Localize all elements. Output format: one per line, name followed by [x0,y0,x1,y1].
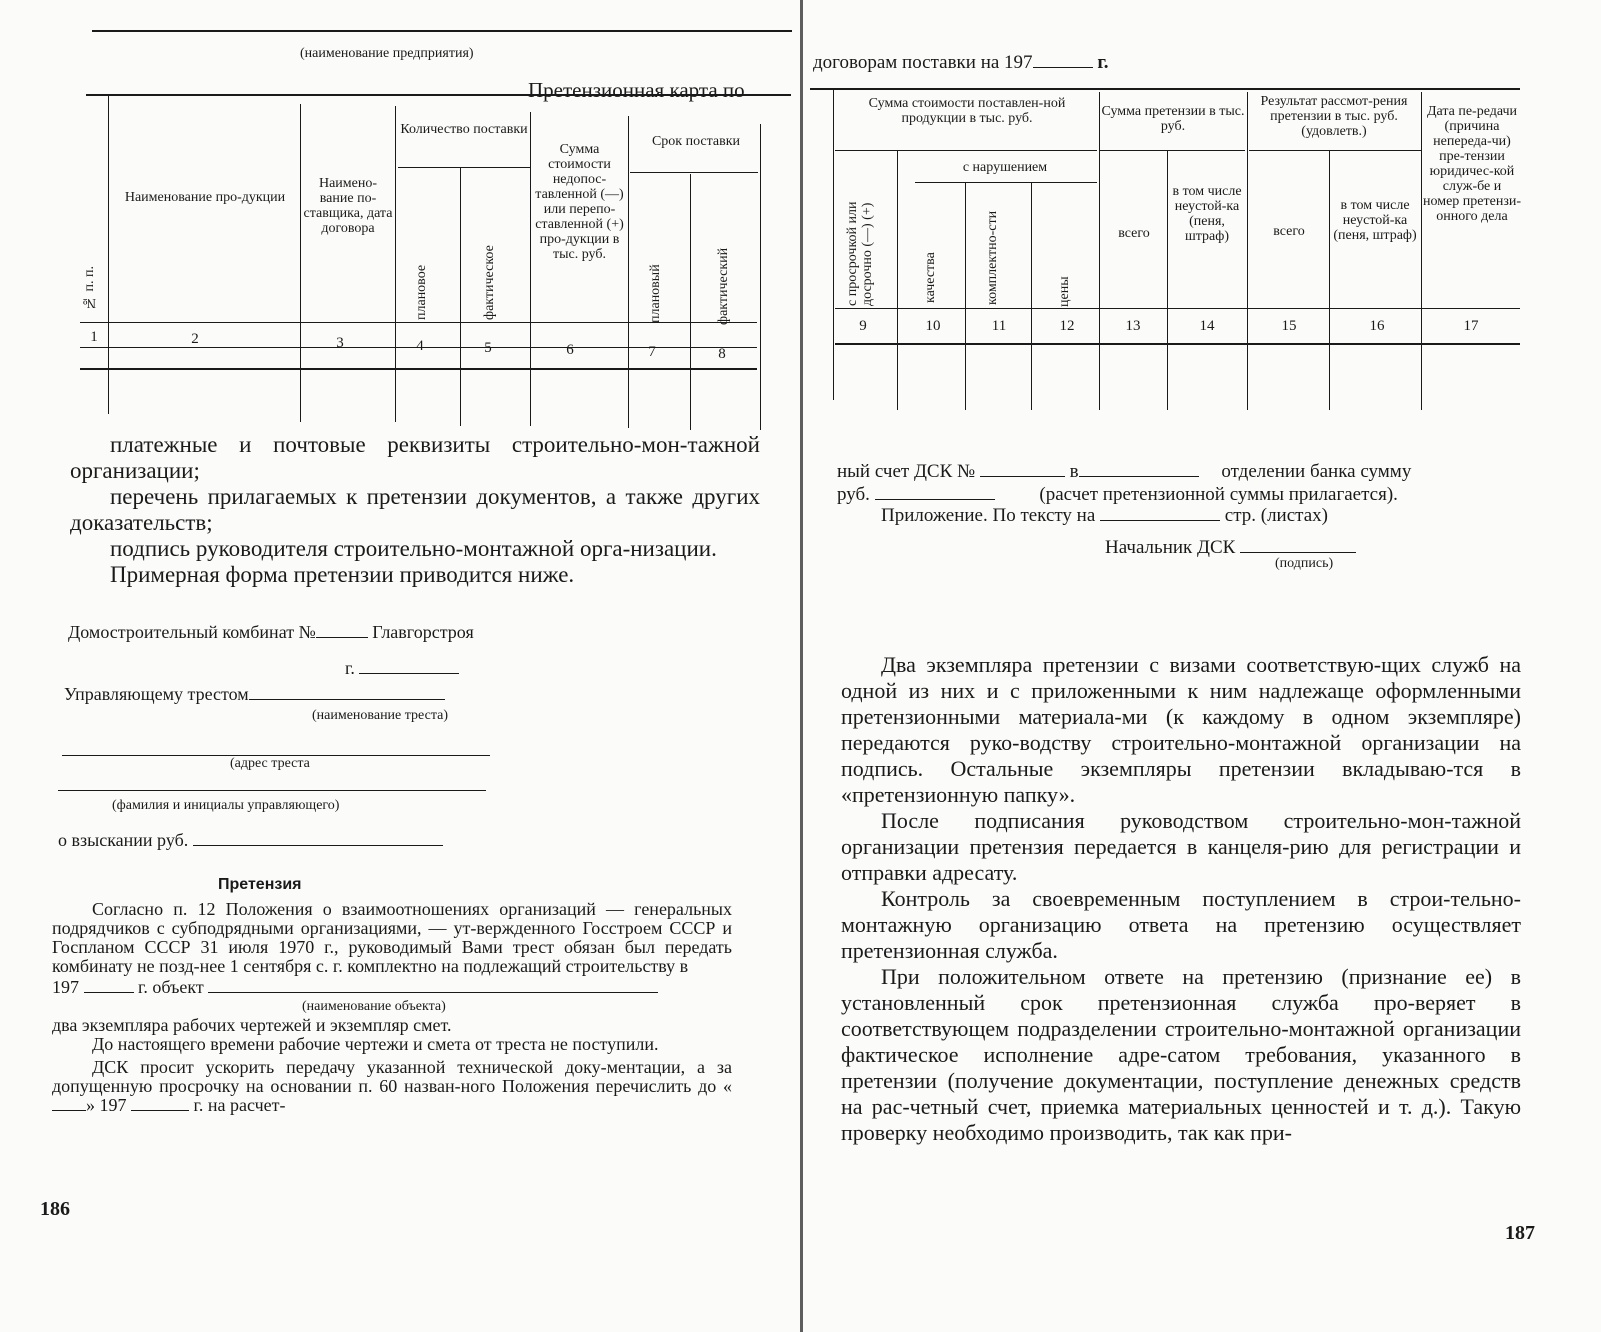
card-title-continued: договорам поставки на 197 г. [813,52,1109,73]
col-header-result-total: всего [1273,224,1305,239]
page-number-right: 187 [1505,1222,1535,1244]
col-header-product: Наименование про-дукции [124,190,286,205]
form-kombinat [68,622,474,642]
col-header-supplier: Наимено-вание по-ставщика, дата договора [303,176,393,236]
card-title: Претензионная карта по [528,78,745,102]
col-num: 17 [1463,318,1479,334]
col-num: 7 [648,344,656,360]
form-city: г. [345,658,459,678]
paragraph: Согласно п. 12 Положения о взаимоотношениях организаций — генеральных подрядчиков с субподрядными организациями, — ут-вержденного Госстроем СССР и Госпланом СССР 31 июля 1970 г., руководимый Вами трест обязан был передать комбинату не позд-нее 1 сентября с. г. комплектно на подлежащий строительству в [52,899,732,976]
left-page [0,0,800,1332]
col-num: 11 [991,318,1007,334]
col-num: 1 [90,329,98,345]
form-bank-account: ный счет ДСК № в отделении банка сумму [837,461,1412,482]
paragraph: Примерная форма претензии приводится ниже. [110,562,575,587]
page-number-left: 186 [40,1198,70,1220]
col-num: 10 [925,318,941,334]
col-header-delivery-term: Срок поставки [651,134,741,149]
paragraph: При положительном ответе на претензию (признание ее) в установленный срок претензионная служба про-веряет в соответствующем подразделении строительно-монтажной организации фактическое исполнение адре-сатом требования, указанного в претензии (получение документации, поступление денежных средств на рас-четный счет, приемка материальных ценностей и т. д.). Такую проверку необходимо производить, так как при- [841,964,1521,1145]
signature-caption: (подпись) [1275,556,1334,571]
form-recovery: о взыскании руб. [58,830,443,850]
col-header-review-result: Результат рассмот-рения претензии в тыс. руб. (удовлетв.) [1260,94,1408,139]
text-block-requisites [70,432,760,588]
col-num: 16 [1369,318,1385,334]
text-block-procedure [841,652,1521,1146]
col-num: 5 [484,340,492,356]
org-name-caption: (наименование предприятия) [300,46,474,61]
col-num: 12 [1059,318,1075,334]
paragraph: ДСК просит ускорить передачу указанной технической доку-ментации, а за допущенную просрочку на основании п. 60 назван-ного Положения перечислить до «» 197 г. на расчет- [52,1057,732,1115]
paragraph: До настоящего времени рабочие чертежи и смета от треста не поступили. [92,1034,659,1054]
col-num: 3 [336,335,344,351]
col-num: 6 [566,342,574,358]
form-amount: руб. (расчет претензионной суммы прилагается). [837,484,1398,505]
form-dsk-chief: Начальник ДСК [1105,538,1356,558]
col-header-claim-penalty: в том числе неустой-ка (пеня, штраф) [1172,184,1242,244]
col-header-actual-term: фактический [716,247,731,325]
col-header-early-late: с просрочкой или досрочно (—) (+) [845,201,875,306]
org-name-line [92,30,792,32]
col-num: 2 [191,331,199,347]
col-header-quality: качества [923,252,938,303]
form-appendix: Приложение. По тексту на стр. (листах) [881,505,1328,526]
col-num: 15 [1281,318,1297,334]
object-line: 197 г. объект [52,978,732,997]
col-header-completeness: комплектно-сти [985,210,1000,305]
col-header-violations: с нарушением [962,160,1048,175]
paragraph: перечень прилагаемых к претензии документов, а также других доказательств; [70,484,760,535]
object-name-caption: (наименование объекта) [302,999,446,1014]
col-num: 8 [718,346,726,362]
col-num: 4 [416,338,424,354]
paragraph: После подписания руководством строительно-мон-тажной организации претензия передается в канцеля-рию для регистрации и отправки адресату. [841,808,1521,885]
right-page [805,0,1601,1332]
glavgorstroy-label: Главгорстроя [372,622,474,642]
paragraph: подпись руководителя строительно-монтажной орга-низации. [110,536,717,561]
col-num: 9 [859,318,867,334]
col-header-claim-total: всего [1118,226,1150,241]
paragraph: Контроль за своевременным поступлением в строи-тельно-монтажную организацию ответа на претензию осуществляет претензионная служба. [841,886,1521,963]
book-spine [800,0,803,1332]
col-num: 14 [1199,318,1215,334]
col-header-prices: цены [1057,276,1072,307]
kombinat-label: Домостроительный комбинат № [68,622,316,642]
paragraph: платежные и почтовые реквизиты строительно-мон-тажной организации; [70,432,760,483]
paragraph: два экземпляра рабочих чертежей и экземпляр смет. [52,1015,452,1035]
col-header-delivered-sum: Сумма стоимости поставлен-ной продукции в тыс. руб. [868,96,1066,126]
col-header-quantity: Количество поставки [400,122,528,137]
col-header-planned-term: плановый [648,264,663,323]
manager-name-caption: (фамилия и инициалы управляющего) [112,798,340,813]
manager-name-line [58,790,486,791]
col-header-result-penalty: в том числе неустой-ка (пеня, штраф) [1333,198,1417,243]
col-header-transfer-date: Дата пе-редачи (причина непереда-чи) пре-тензии юридичес-кой служ-бе и номер претензи-онного дела [1423,104,1522,224]
col-num: 13 [1125,318,1141,334]
col-header-shortfall-sum: Сумма стоимости недопос-тавленной (—) или перепо-ставленной (+) про-дукции в тыс. руб. [535,142,624,262]
col-header-number: № п. п. [82,266,97,310]
col-header-actual-qty: фактическое [482,245,497,320]
trust-name-caption: (наименование треста) [312,708,448,723]
col-header-planned-qty: плановое [414,264,429,320]
form-trust-manager: Управляющему трестом [64,684,445,704]
claim-title: Претензия [218,876,302,893]
paragraph: Два экземпляра претензии с визами соответствую-щих служб на одной из них и с приложенными к ним надлежаще оформленными претензионными материала-ми (к каждому в одном экземпляре) передаются руко-водству строительно-монтажной организации на подпись. Остальные экземпляры претензии вкладываю-тся в «претензионную папку». [841,652,1521,807]
trust-address-caption: (адрес треста [230,756,310,771]
claim-text [52,900,732,1115]
col-header-claim-sum: Сумма претензии в тыс. руб. [1101,104,1245,134]
